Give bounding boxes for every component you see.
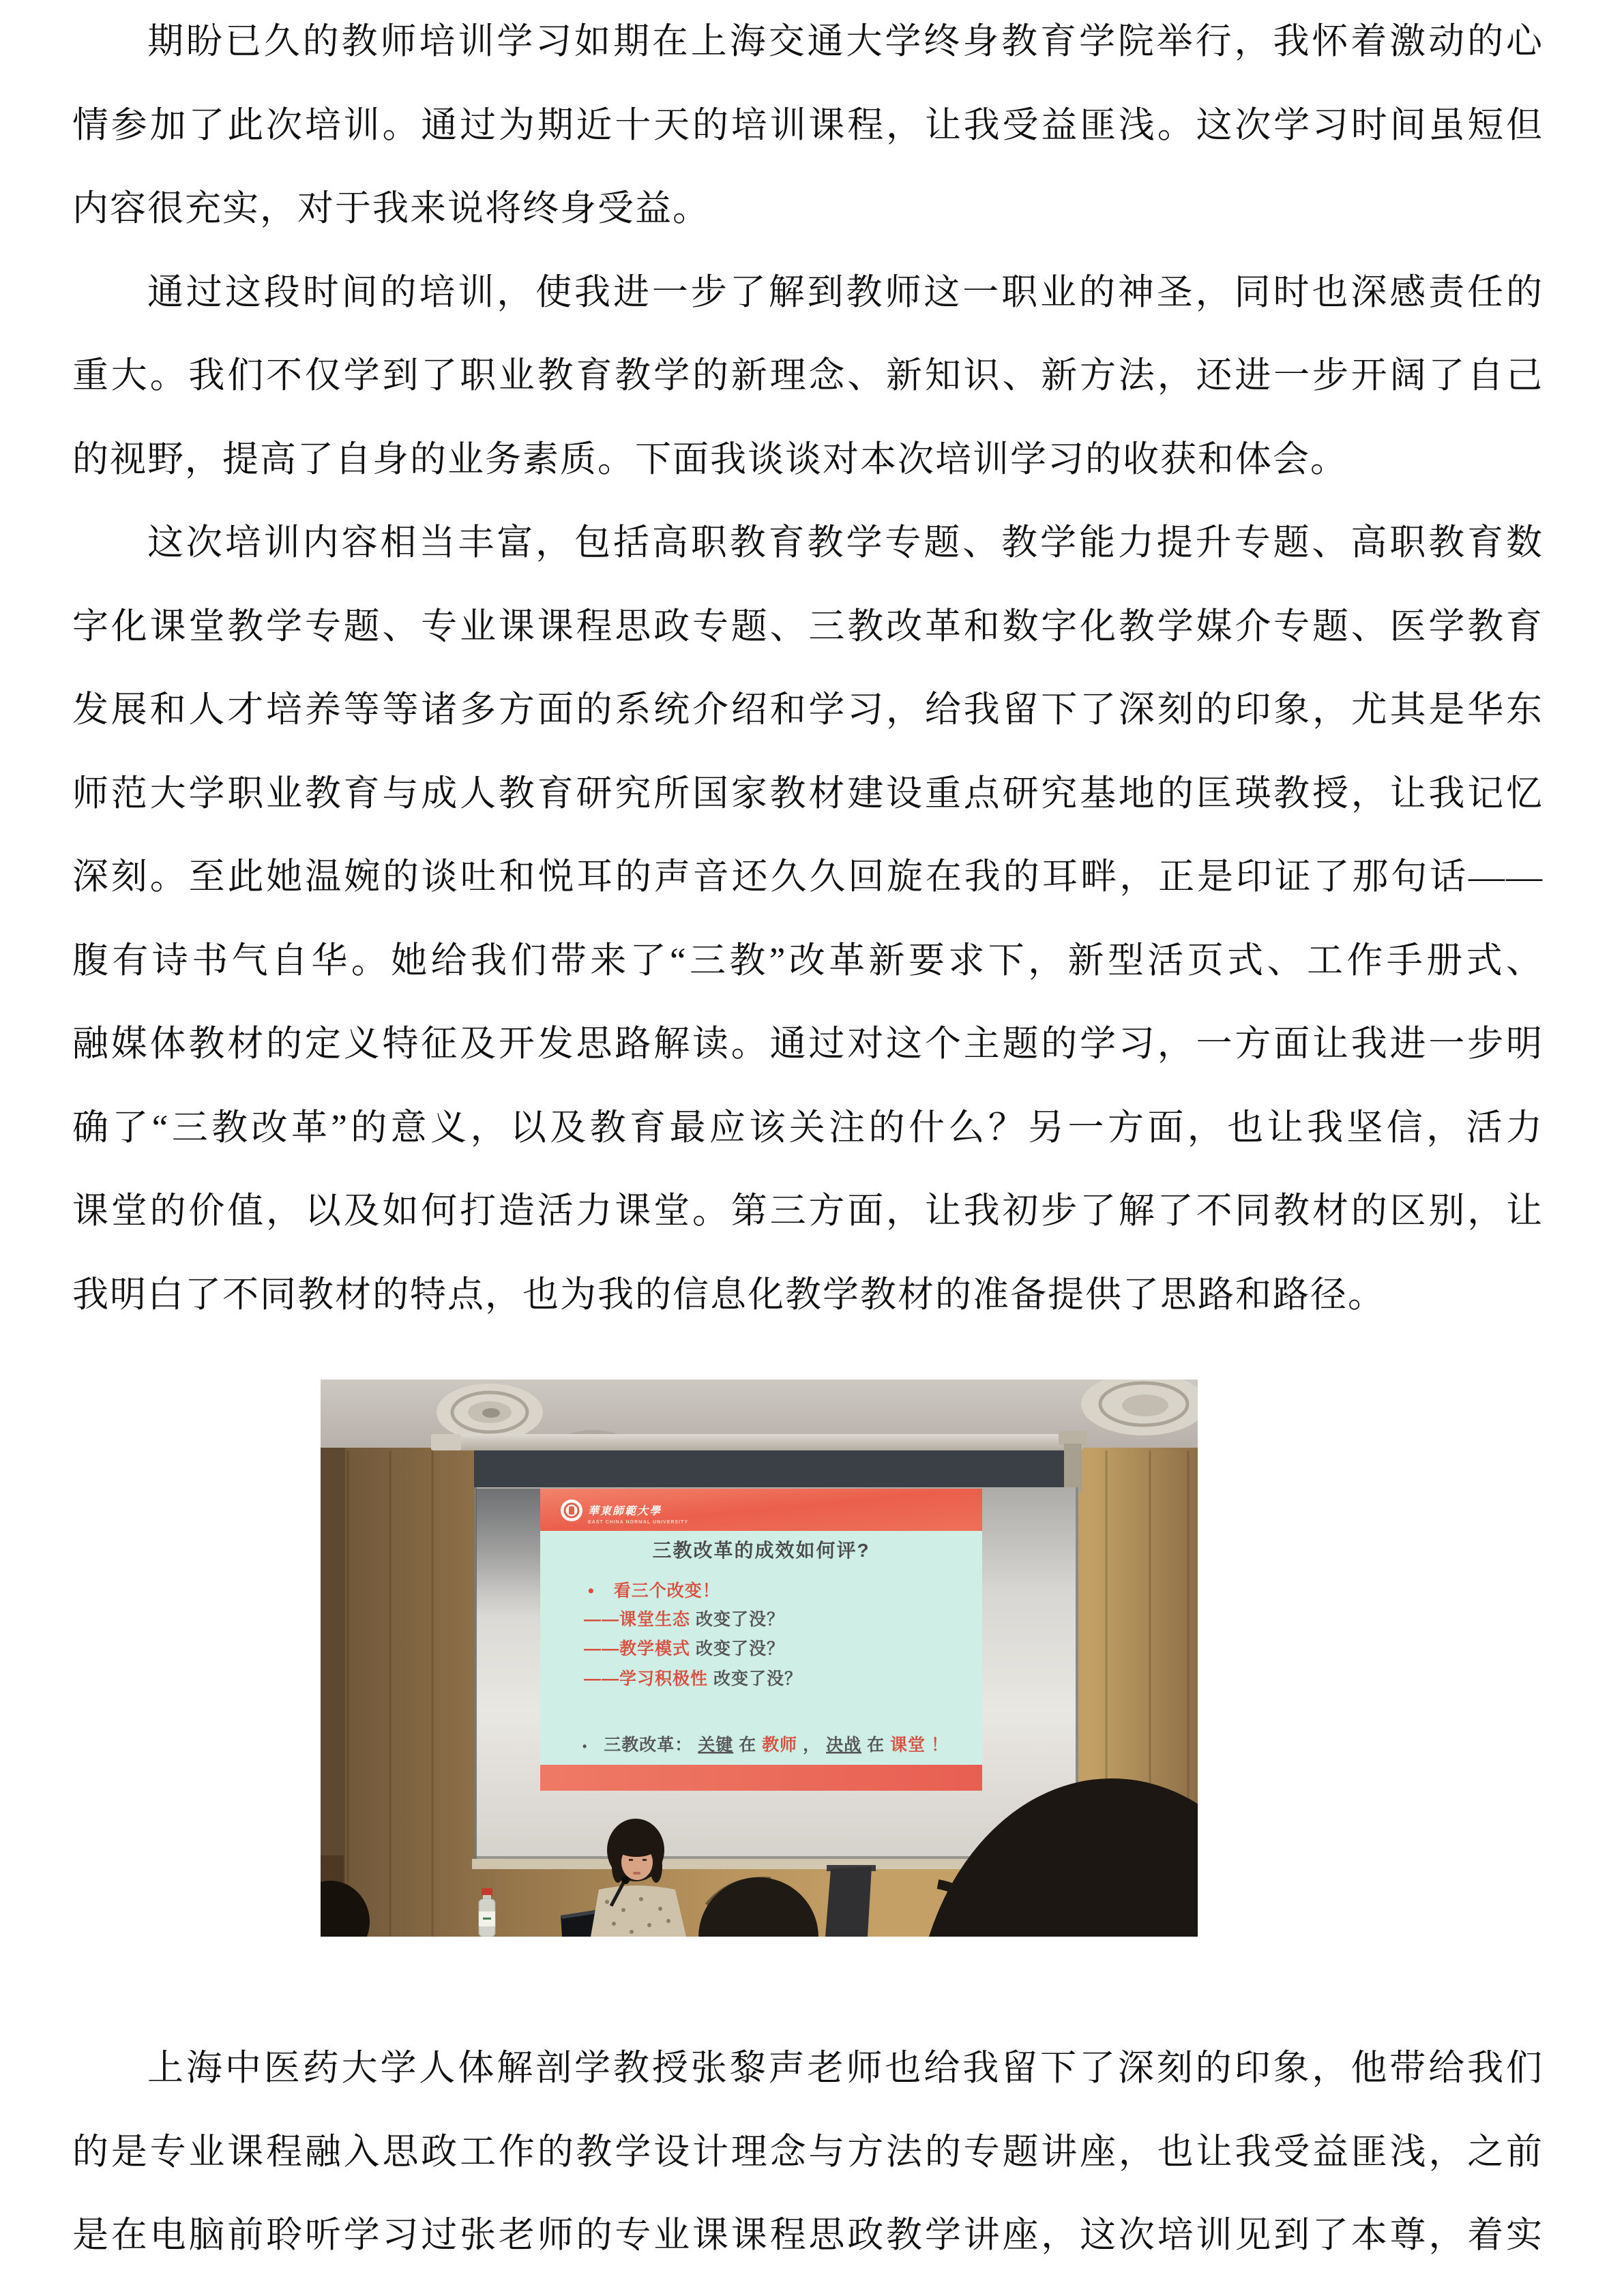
body-text-line: 这次培训内容相当丰富，包括高职教育教学专题、教学能力提升专题、高职教育数 bbox=[147, 523, 1544, 563]
slide-line-3: ——学习积极性 改变了没？ bbox=[584, 1669, 802, 1688]
casing-bracket bbox=[1059, 1431, 1087, 1445]
classroom-photo bbox=[321, 1380, 1198, 1937]
projector-screen-casing bbox=[431, 1434, 1083, 1450]
body-text-line: 重大。我们不仅学到了职业教育教学的新理念、新知识、新方法，还进一步开阔了自己 bbox=[72, 356, 1544, 396]
slide-line-2: ——教学模式 改变了没？ bbox=[584, 1639, 784, 1658]
body-text-line: 融媒体教材的定义特征及开发思路解读。通过对这个主题的学习，一方面让我进一步明 bbox=[72, 1024, 1544, 1064]
body-text-line: 确了“三教改革”的意义，以及教育最应该关注的什么？另一方面，也让我坚信，活力 bbox=[72, 1107, 1544, 1148]
body-text-line: 的视野，提高了自身的业务素质。下面我谈谈对本次培训学习的收获和体会。 bbox=[72, 439, 1348, 479]
chair-back bbox=[825, 1865, 876, 1937]
casing-bracket-arm bbox=[1064, 1444, 1082, 1493]
university-name-en: EAST CHINA NORMAL UNIVERSITY bbox=[588, 1520, 689, 1525]
body-text-line: 期盼已久的教师培训学习如期在上海交通大学终身教育学院举行，我怀着激动的心 bbox=[147, 22, 1544, 61]
bullet-dot-icon: • bbox=[588, 1581, 595, 1600]
body-text-line: 我明白了不同教材的特点，也为我的信息化教学教材的准备提供了思路和路径。 bbox=[72, 1274, 1385, 1315]
casing-end-cap bbox=[431, 1434, 461, 1450]
body-text-line: 发展和人才培养等等诸多方面的系统介绍和学习，给我留下了深刻的印象，尤其是华东 bbox=[72, 690, 1544, 730]
university-logo bbox=[561, 1500, 582, 1521]
university-name-cn: 華東師範大學 bbox=[588, 1506, 662, 1517]
screen-shadow bbox=[476, 1489, 542, 1618]
body-text-line: 情参加了此次培训。通过为期近十天的培训课程，让我受益匪浅。这次学习时间虽短但 bbox=[72, 105, 1544, 145]
presentation-slide bbox=[540, 1489, 982, 1791]
body-text bbox=[72, 0, 1544, 1337]
body-text-line: 字化课堂教学专题、专业课课程思政专题、三教改革和数字化教学媒介专题、医学教育 bbox=[72, 606, 1544, 646]
body-text bbox=[72, 2027, 1544, 2278]
body-text-line: 是在电脑前聆听学习过张老师的专业课课程思政教学讲座，这次培训见到了本尊，着实 bbox=[72, 2216, 1544, 2255]
speaker-blouse bbox=[591, 1885, 686, 1937]
body-text-line: 内容很充实，对于我来说将终身受益。 bbox=[72, 189, 710, 228]
slide-bottom-line: • 三教改革： 关键 在 教师 ， 决战 在 课堂 ！ bbox=[582, 1735, 949, 1755]
slide-line-1: ——课堂生态 改变了没？ bbox=[584, 1610, 784, 1629]
body-text-line: 师范大学职业教育与成人教育研究所国家教材建设重点研究基地的匡瑛教授，让我记忆 bbox=[72, 773, 1544, 814]
slide-bullet-1: • 看三个改变！ bbox=[588, 1581, 720, 1600]
slide-footer-band bbox=[540, 1765, 982, 1791]
body-text-line: 深刻。至此她温婉的谈吐和悦耳的声音还久久回旋在我的耳畔，正是印证了那句话—— bbox=[72, 857, 1544, 897]
body-text-line: 上海中医药大学人体解剖学教授张黎声老师也给我留下了深刻的印象，他带给我们 bbox=[147, 2048, 1544, 2088]
slide-title: 三教改革的成效如何评? bbox=[652, 1540, 870, 1561]
body-text-line: 腹有诗书气自华。她给我们带来了“三教”改革新要求下，新型活页式、工作手册式、 bbox=[72, 940, 1544, 981]
body-text-line: 的是专业课程融入思政工作的教学设计理念与方法的专题讲座，也让我受益匪浅，之前 bbox=[72, 2132, 1544, 2172]
body-text-line: 通过这段时间的培训，使我进一步了解到教师这一职业的神圣，同时也深感责任的 bbox=[147, 272, 1544, 312]
ceiling-light bbox=[437, 1384, 543, 1441]
classroom-photo-graphic bbox=[321, 1380, 1198, 1937]
body-text-line: 课堂的价值，以及如何打造活力课堂。第三方面，让我初步了解了不同教材的区别，让 bbox=[72, 1191, 1544, 1231]
bullet-dot-icon: • bbox=[582, 1740, 588, 1753]
